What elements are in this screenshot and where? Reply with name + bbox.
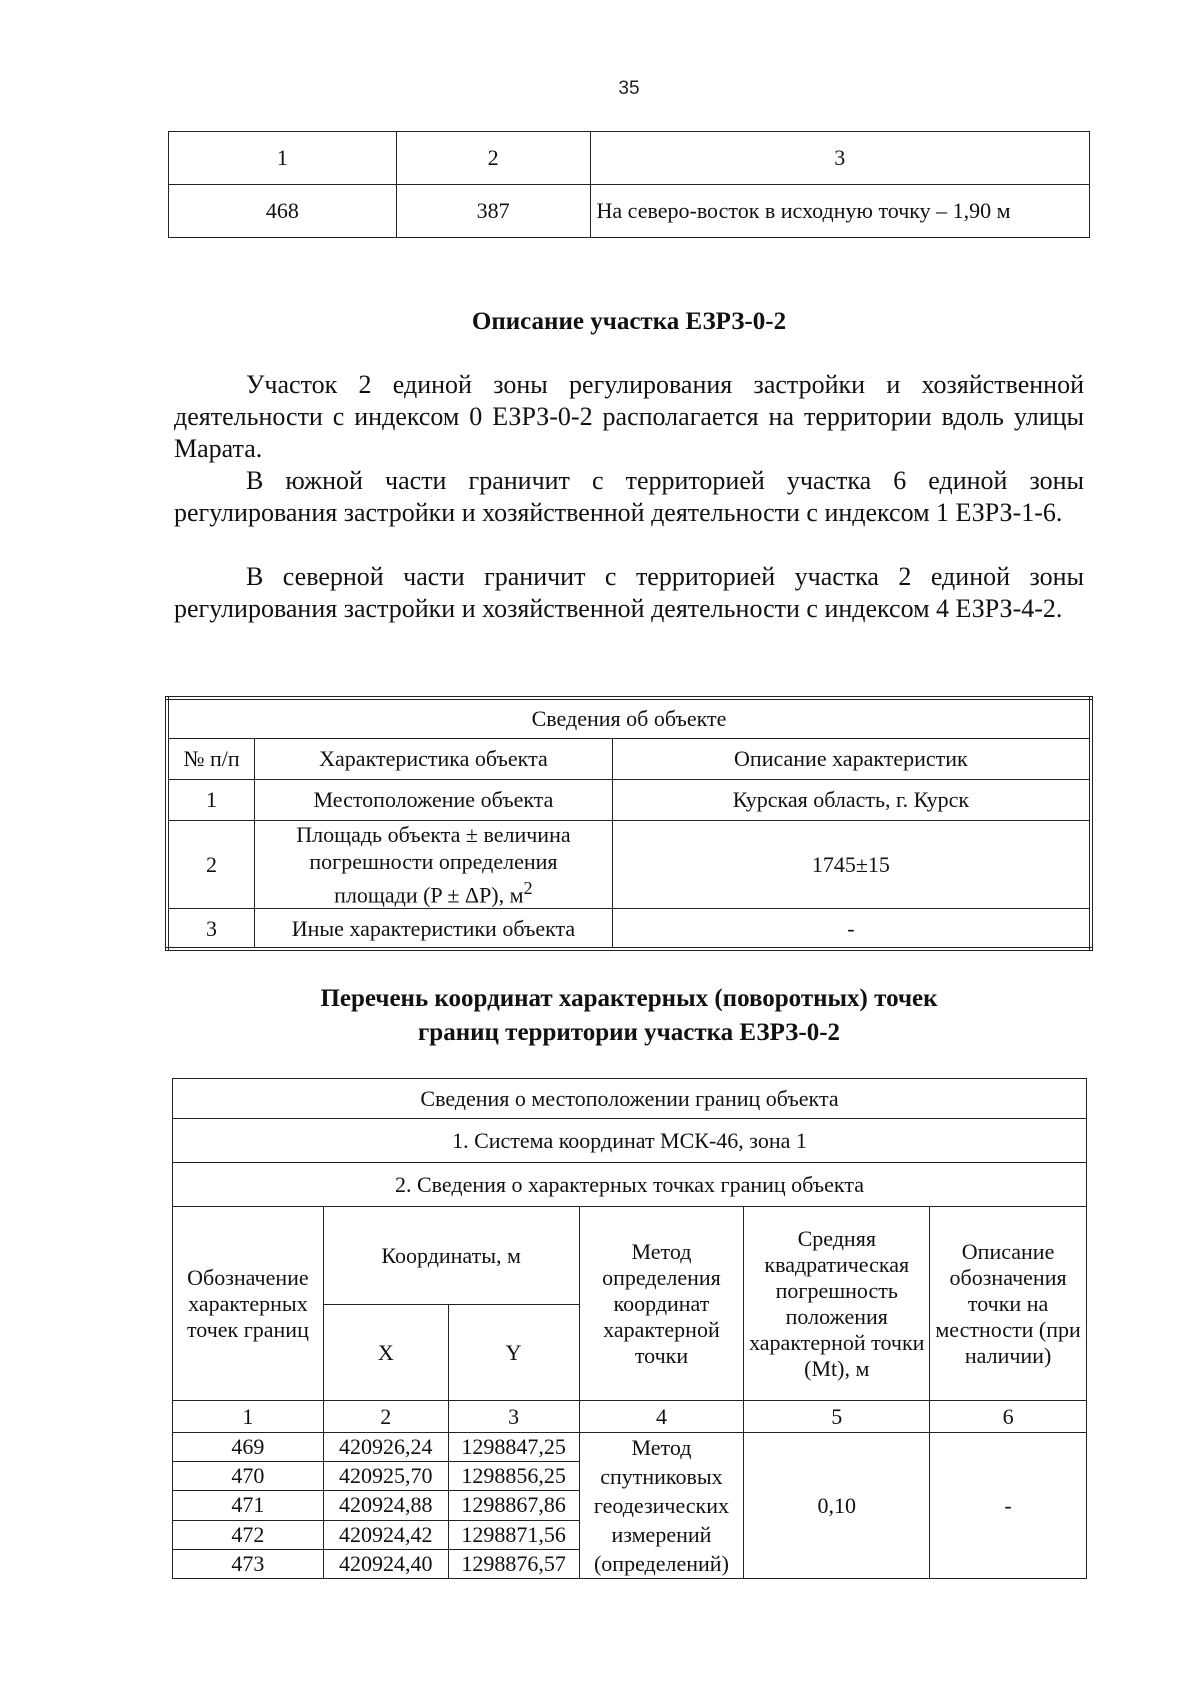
- cell-line: Площадь объекта ± величина: [296, 821, 571, 847]
- table-cell: 2: [167, 820, 255, 908]
- title-line: Перечень координат характерных (поворотных) точек: [320, 985, 938, 1012]
- table-cell: 3: [590, 132, 1089, 185]
- column-header: Описание характеристик: [612, 738, 1091, 779]
- table-cell: -: [930, 1433, 1087, 1579]
- table-cell: 1298847,25: [448, 1433, 579, 1462]
- title-line: границ территории участка ЕЗРЗ-0-2: [417, 1019, 841, 1046]
- column-header: X: [323, 1305, 448, 1401]
- table-cell: 4: [579, 1401, 744, 1433]
- coordinates-title: [0, 982, 1200, 1050]
- table-row: [167, 908, 1091, 949]
- table-row: [173, 1433, 1087, 1462]
- object-info-table: [165, 696, 1093, 951]
- table-cell: 470: [173, 1462, 324, 1491]
- table-cell: 420924,88: [323, 1491, 448, 1520]
- table-cell: Курская область, г. Курск: [612, 779, 1091, 820]
- table-cell: 468: [169, 185, 397, 238]
- column-header: Y: [448, 1305, 579, 1401]
- table-cell: [255, 820, 613, 908]
- table-cell: 1: [169, 132, 397, 185]
- table-cell: 420925,70: [323, 1462, 448, 1491]
- table-row: [167, 779, 1091, 820]
- column-number-row: [173, 1401, 1087, 1433]
- column-header: Характеристика объекта: [255, 738, 613, 779]
- table-cell: 3: [448, 1401, 579, 1433]
- table-row: [167, 820, 1091, 908]
- table-cell: 387: [396, 185, 590, 238]
- table-cell: 2: [396, 132, 590, 185]
- column-header: Средняя квадратическая погрешность положения характерной точки (Mt), м: [744, 1207, 930, 1401]
- table-cell: 1298867,86: [448, 1491, 579, 1520]
- cell-line: площади (P ± ΔP), $м^2$: [334, 877, 533, 907]
- points-title: 2. Сведения о характерных точках границ объекта: [173, 1163, 1087, 1207]
- coordinate-system: 1. Система координат МСК-46, зона 1: [173, 1119, 1087, 1163]
- continuation-table: [168, 131, 1090, 238]
- table-cell: 3: [167, 908, 255, 949]
- table-cell: 6: [930, 1401, 1087, 1433]
- table-cell: 1: [167, 779, 255, 820]
- table-cell: 469: [173, 1433, 324, 1462]
- table-title: Сведения об объекте: [167, 698, 1091, 738]
- table-cell: Иные характеристики объекта: [255, 908, 613, 949]
- column-header: Координаты, м: [323, 1207, 579, 1305]
- table-title: Сведения о местоположении границ объекта: [173, 1079, 1087, 1119]
- table-cell: Метод спутниковых геодезических измерений (определений): [579, 1433, 744, 1579]
- section-title: Описание участка ЕЗРЗ-0-2: [471, 308, 787, 335]
- paragraph: В северной части граничит с территорией участка 2 единой зоны регулирования застройки и хозяйственной деятельности с индексом 4 ЕЗРЗ-4-2.: [174, 562, 1084, 623]
- table-cell: 5: [744, 1401, 930, 1433]
- page-number: 35: [618, 78, 640, 99]
- table-header-row: [169, 132, 1090, 185]
- table-cell: 473: [173, 1549, 324, 1578]
- column-header: № п/п: [167, 738, 255, 779]
- column-header: Описание обозначения точки на местности (при наличии): [930, 1207, 1087, 1401]
- table-cell: 420924,42: [323, 1520, 448, 1549]
- table-cell: 420924,40: [323, 1549, 448, 1578]
- cell-line: погрешности определения: [309, 848, 558, 874]
- table-cell: 2: [323, 1401, 448, 1433]
- table-cell: 1298856,25: [448, 1462, 579, 1491]
- table-cell: 0,10: [744, 1433, 930, 1579]
- table-cell: -: [612, 908, 1091, 949]
- column-header: Обозначение характерных точек границ: [173, 1207, 324, 1401]
- paragraph: В южной части граничит с территорией участка 6 единой зоны регулирования застройки и хозяйственной деятельности с индексом 1 ЕЗРЗ-1-6.: [174, 466, 1084, 527]
- table-cell: 472: [173, 1520, 324, 1549]
- table-row: [169, 185, 1090, 238]
- table-cell: 471: [173, 1491, 324, 1520]
- superscript: 2: [523, 877, 533, 898]
- table-cell: 1: [173, 1401, 324, 1433]
- coordinates-table: [172, 1078, 1087, 1579]
- table-cell: 1745±15: [612, 820, 1091, 908]
- column-header: Метод определения координат характерной точки: [579, 1207, 744, 1401]
- table-cell: На северо-восток в исходную точку – 1,90 м: [590, 185, 1089, 238]
- paragraph: Участок 2 единой зоны регулирования застройки и хозяйственной деятельности с индексом 0 ЕЗРЗ-0-2 располагается на территории вдоль улицы Марата.: [174, 370, 1084, 463]
- table-cell: 1298871,56: [448, 1520, 579, 1549]
- table-cell: Местоположение объекта: [255, 779, 613, 820]
- table-cell: 420926,24: [323, 1433, 448, 1462]
- table-cell: 1298876,57: [448, 1549, 579, 1578]
